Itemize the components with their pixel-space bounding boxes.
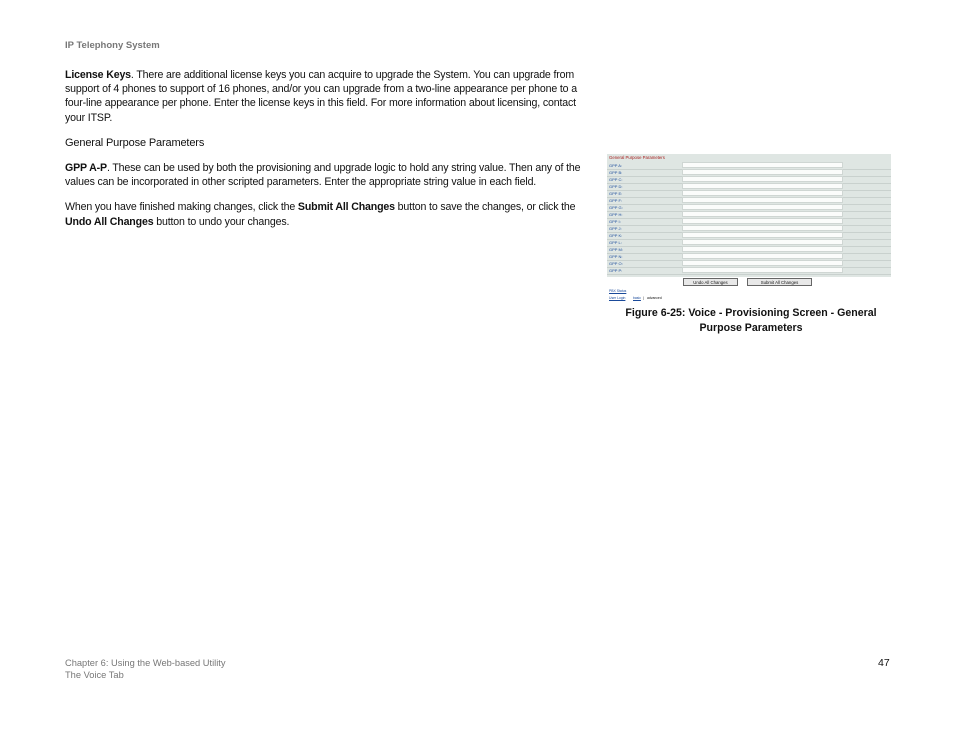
gpp-value-input[interactable] xyxy=(682,197,843,203)
gpp-row-label: GPP E: xyxy=(609,191,623,196)
gpp-row-label: GPP B: xyxy=(609,170,623,175)
figure-screenshot xyxy=(607,154,891,305)
gpp-row-label: GPP F: xyxy=(609,198,623,203)
gpp-row xyxy=(607,183,891,190)
gpp-row xyxy=(607,169,891,176)
submit-all-changes-button[interactable]: Submit All Changes xyxy=(747,278,812,286)
gpp-text: . These can be used by both the provisioning and upgrade logic to hold any string value. Then any of the values can be incorporated in other scripted parameters. Enter the appropriate string value in each field. xyxy=(65,162,581,189)
finish-text-3: button to undo your changes. xyxy=(153,215,290,228)
gpp-row xyxy=(607,162,891,169)
gpp-value-input[interactable] xyxy=(682,190,843,196)
body-column xyxy=(65,68,587,240)
gpp-value-input[interactable] xyxy=(682,218,843,224)
gpp-value-input[interactable] xyxy=(682,253,843,259)
gpp-term: GPP A-P xyxy=(65,162,107,175)
gpp-row-label: GPP K: xyxy=(609,233,623,238)
gpp-row xyxy=(607,190,891,197)
gpp-value-input[interactable] xyxy=(682,239,843,245)
footer xyxy=(65,658,226,681)
gpp-row xyxy=(607,204,891,211)
gpp-value-input[interactable] xyxy=(682,204,843,210)
gpp-value-input[interactable] xyxy=(682,260,843,266)
license-keys-term: License Keys xyxy=(65,69,131,81)
gpp-row xyxy=(607,253,891,260)
gpp-value-input[interactable] xyxy=(682,246,843,252)
section-subheading: General Purpose Parameters xyxy=(65,136,205,149)
gpp-row-label: GPP D: xyxy=(609,184,623,189)
gpp-row xyxy=(607,260,891,267)
gpp-row-label: GPP G: xyxy=(609,205,623,210)
gpp-row xyxy=(607,239,891,246)
gpp-value-input[interactable] xyxy=(682,225,843,231)
gpp-value-input[interactable] xyxy=(682,176,843,182)
row-divider xyxy=(607,274,891,275)
gpp-row-label: GPP N: xyxy=(609,254,623,259)
gpp-row-label: GPP O: xyxy=(609,261,623,266)
gpp-row xyxy=(607,225,891,232)
gpp-value-input[interactable] xyxy=(682,162,843,168)
advanced-text: advanced xyxy=(647,296,662,300)
pbx-status-link[interactable]: PBX Status xyxy=(609,289,627,293)
page-number: 47 xyxy=(878,657,890,669)
finish-text-1: When you have finished making changes, click the xyxy=(65,201,298,214)
gpp-row xyxy=(607,246,891,253)
gpp-value-input[interactable] xyxy=(682,183,843,189)
gpp-row-label: GPP C: xyxy=(609,177,623,182)
gpp-value-input[interactable] xyxy=(682,232,843,238)
gpp-row-label: GPP A: xyxy=(609,163,623,168)
finish-text-2: button to save the changes, or click the xyxy=(394,201,576,214)
gpp-row-label: GPP M: xyxy=(609,247,623,252)
gpp-panel xyxy=(607,154,891,277)
gpp-row-label: GPP H: xyxy=(609,212,623,217)
caption-line-2: Purpose Parameters xyxy=(699,322,803,334)
gpp-paragraph xyxy=(65,161,587,189)
license-keys-paragraph xyxy=(65,68,587,125)
user-login-link[interactable]: User Login xyxy=(609,296,626,300)
gpp-row xyxy=(607,267,891,274)
gpp-row-label: GPP P: xyxy=(609,268,623,273)
gpp-row xyxy=(607,176,891,183)
link-separator: | xyxy=(643,296,644,300)
gpp-row xyxy=(607,197,891,204)
footer-chapter: Chapter 6: Using the Web-based Utility xyxy=(65,658,226,668)
basic-link[interactable]: basic xyxy=(633,296,641,300)
gpp-row xyxy=(607,218,891,225)
gpp-row-label: GPP I: xyxy=(609,219,621,224)
submit-term: Submit All Changes xyxy=(297,201,395,214)
gpp-row xyxy=(607,232,891,239)
running-header: IP Telephony System xyxy=(65,40,160,51)
finish-paragraph xyxy=(65,200,587,228)
caption-line-1: Figure 6-25: Voice - Provisioning Screen - General xyxy=(625,307,877,319)
gpp-row-label: GPP J: xyxy=(609,226,622,231)
undo-all-changes-button[interactable]: Undo All Changes xyxy=(683,278,738,286)
gpp-row xyxy=(607,211,891,218)
gpp-row-label: GPP L: xyxy=(609,240,622,245)
footer-section: The Voice Tab xyxy=(65,669,124,680)
gpp-value-input[interactable] xyxy=(682,169,843,175)
figure-caption xyxy=(612,306,890,336)
license-keys-text: . There are additional license keys you can acquire to upgrade the System. You can upgrade from support of 4 phones to support of 16 phones, and/or you can upgrade from a two-line appearance per phone to a four-line appearance per phone. Enter the license keys in this field. For more information about licensing, contact your ITSP. xyxy=(65,69,577,124)
gpp-value-input[interactable] xyxy=(682,211,843,217)
gpp-value-input[interactable] xyxy=(682,267,843,273)
panel-title: General Purpose Parameters xyxy=(609,155,665,160)
undo-term: Undo All Changes xyxy=(65,215,154,228)
